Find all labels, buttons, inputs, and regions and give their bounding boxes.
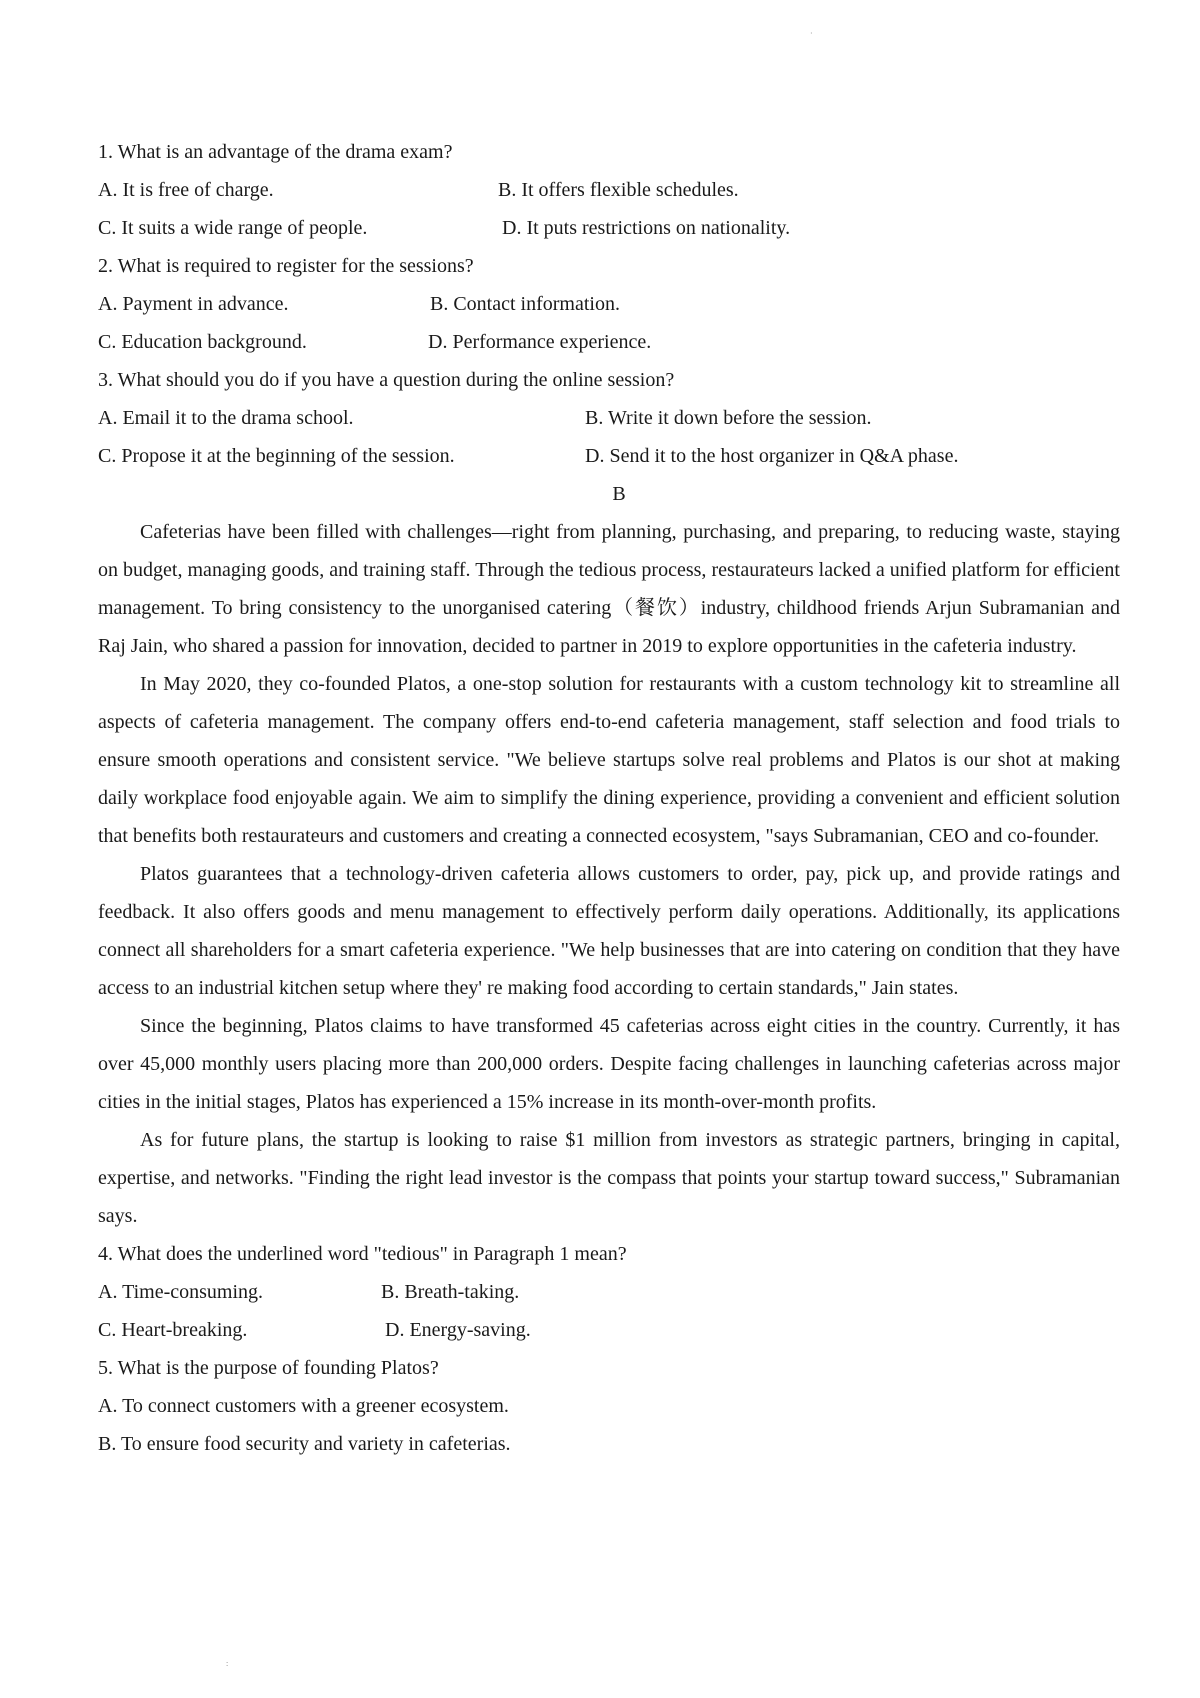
question-3-options-row-2 bbox=[98, 437, 1120, 475]
q1-option-c: C. It suits a wide range of people. bbox=[98, 217, 368, 239]
q1-option-b: B. It offers flexible schedules. bbox=[498, 179, 739, 201]
q3-option-a: A. Email it to the drama school. bbox=[98, 407, 354, 429]
bottom-page-mark: : bbox=[226, 1659, 229, 1668]
question-2-options-row-2 bbox=[98, 323, 1120, 361]
q2-option-d: D. Performance experience. bbox=[428, 331, 652, 353]
q2-option-c: C. Education background. bbox=[98, 331, 307, 353]
q3-option-c: C. Propose it at the beginning of the session. bbox=[98, 445, 455, 467]
question-1-options-row-1 bbox=[98, 171, 1120, 209]
question-2: 2. What is required to register for the sessions? bbox=[98, 255, 474, 277]
q2-option-b: B. Contact information. bbox=[430, 293, 620, 315]
q4-option-c: C. Heart-breaking. bbox=[98, 1319, 248, 1341]
question-4-options-row-1 bbox=[98, 1273, 1120, 1311]
question-4: 4. What does the underlined word "tedious" in Paragraph 1 mean? bbox=[98, 1243, 627, 1265]
q2-option-a: A. Payment in advance. bbox=[98, 293, 289, 315]
question-3-options-row-1 bbox=[98, 399, 1120, 437]
question-4-options-row-2 bbox=[98, 1311, 1120, 1349]
q4-option-a: A. Time-consuming. bbox=[98, 1281, 264, 1303]
passage-paragraph-5: As for future plans, the startup is looking to raise $1 million from investors as strategic partners, bringing in capital, expertise, and networks. "Finding the right lead investor is the compass that points your startup toward success," Subramanian says. bbox=[98, 1129, 1120, 1227]
q4-option-b: B. Breath-taking. bbox=[381, 1281, 520, 1303]
exam-page bbox=[98, 133, 1120, 1463]
q5-option-a: A. To connect customers with a greener ecosystem. bbox=[98, 1395, 509, 1417]
question-2-options-row-1 bbox=[98, 285, 1120, 323]
q1-option-a: A. It is free of charge. bbox=[98, 179, 274, 201]
q3-option-b: B. Write it down before the session. bbox=[585, 407, 872, 429]
passage-paragraph-4: Since the beginning, Platos claims to have transformed 45 cafeterias across eight cities in the country. Currently, it has over 45,000 monthly users placing more than 200,000 orders. Despite facing challenges in launching cafeterias across major cities in the initial stages, Platos has experienced a 15% increase in its month-over-month profits. bbox=[98, 1015, 1120, 1113]
question-5: 5. What is the purpose of founding Platos? bbox=[98, 1357, 439, 1379]
question-1: 1. What is an advantage of the drama exam? bbox=[98, 141, 453, 163]
question-3: 3. What should you do if you have a question during the online session? bbox=[98, 369, 675, 391]
top-page-mark: · bbox=[810, 29, 813, 38]
q1-option-d: D. It puts restrictions on nationality. bbox=[502, 217, 791, 239]
passage-paragraph-2: In May 2020, they co-founded Platos, a one-stop solution for restaurants with a custom technology kit to streamline all aspects of cafeteria management. The company offers end-to-end cafeteria management, staff selection and food trials to ensure smooth operations and consistent service. "We believe startups solve real problems and Platos is our shot at making daily workplace food enjoyable again. We aim to simplify the dining experience, providing a convenient and efficient solution that benefits both restaurateurs and customers and creating a connected ecosystem, "says Subramanian, CEO and co-founder. bbox=[98, 673, 1120, 847]
q3-option-d: D. Send it to the host organizer in Q&A phase. bbox=[585, 445, 959, 467]
q5-option-b: B. To ensure food security and variety in cafeterias. bbox=[98, 1433, 511, 1455]
passage-paragraph-3: Platos guarantees that a technology-driven cafeteria allows customers to order, pay, pick up, and provide ratings and feedback. It also offers goods and menu management to effectively perform daily operations. Additionally, its applications connect all shareholders for a smart cafeteria experience. "We help businesses that are into catering on condition that they have access to an industrial kitchen setup where they' re making food according to certain standards," Jain states. bbox=[98, 863, 1120, 999]
question-1-options-row-2 bbox=[98, 209, 1120, 247]
q4-option-d: D. Energy-saving. bbox=[385, 1319, 531, 1341]
section-label: B bbox=[612, 483, 626, 505]
passage-paragraph-1: Cafeterias have been filled with challenges—right from planning, purchasing, and preparing, to reducing waste, staying on budget, managing goods, and training staff. Through the tedious process, restaurateurs lacked a unified platform for efficient management. To bring consistency to the unorganised catering（餐饮）industry, childhood friends Arjun Subramanian and Raj Jain, who shared a passion for innovation, decided to partner in 2019 to explore opportunities in the cafeteria industry. bbox=[98, 521, 1120, 657]
